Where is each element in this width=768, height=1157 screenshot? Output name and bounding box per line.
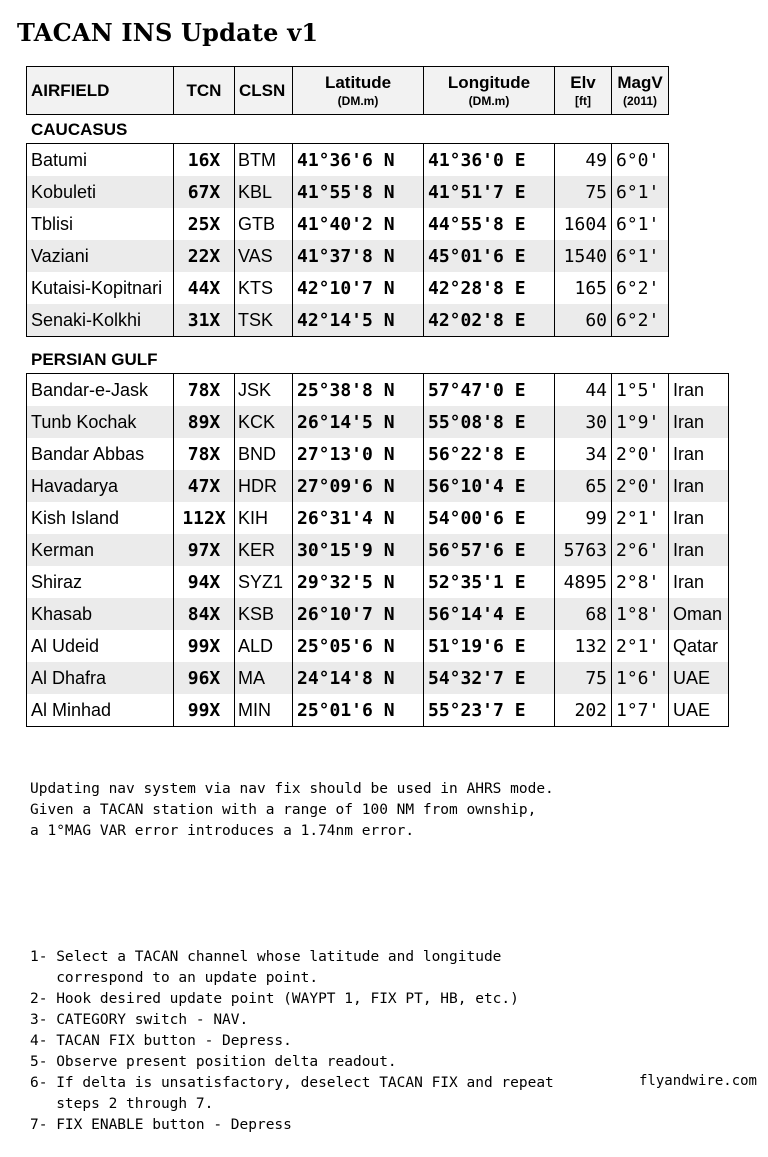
longitude: 54°00'6 E [424, 502, 555, 534]
header-magvar-label: MagV [617, 73, 663, 92]
page-title: TACAN INS Update v1 [17, 18, 319, 47]
elevation: 5763 [555, 534, 612, 566]
callsign: KCK [235, 406, 293, 438]
airfield-name: Shiraz [27, 566, 174, 598]
latitude: 42°14'5 N [293, 304, 424, 337]
mag-var: 2°0' [612, 470, 669, 502]
header-longitude [424, 67, 555, 115]
elevation: 1540 [555, 240, 612, 272]
airfield-name: Kish Island [27, 502, 174, 534]
airfield-name: Senaki-Kolkhi [27, 304, 174, 337]
footer-credit: flyandwire.com [638, 1073, 757, 1089]
elevation: 132 [555, 630, 612, 662]
header-longitude-label: Longitude [447, 73, 531, 92]
latitude: 24°14'8 N [293, 662, 424, 694]
tacan-channel: 94X [174, 566, 235, 598]
tacan-channel: 89X [174, 406, 235, 438]
callsign: GTB [235, 208, 293, 240]
elevation: 75 [555, 662, 612, 694]
mag-var: 6°2' [612, 304, 669, 337]
country: Iran [669, 566, 729, 598]
latitude: 41°55'8 N [293, 176, 424, 208]
airfield-name: Al Minhad [27, 694, 174, 727]
header-elevation-label: Elv [570, 73, 596, 92]
longitude: 51°19'6 E [424, 630, 555, 662]
airfield-name: Kutaisi-Kopitnari [27, 272, 174, 304]
callsign: HDR [235, 470, 293, 502]
step-line: 5- Observe present position delta readout. [30, 1054, 397, 1070]
table-row [27, 304, 669, 337]
step-line: 1- Select a TACAN channel whose latitude and longitude [30, 949, 502, 965]
mag-var: 6°2' [612, 272, 669, 304]
longitude: 52°35'1 E [424, 566, 555, 598]
table-row [27, 208, 669, 240]
callsign: KBL [235, 176, 293, 208]
table-row [27, 534, 729, 566]
country: Iran [669, 406, 729, 438]
tacan-channel: 16X [174, 144, 235, 177]
header-magvar-year: (2011) [622, 94, 658, 108]
tacan-channel: 25X [174, 208, 235, 240]
elevation: 99 [555, 502, 612, 534]
tacan-channel: 78X [174, 374, 235, 407]
country: UAE [669, 662, 729, 694]
mag-var: 2°0' [612, 438, 669, 470]
country: UAE [669, 694, 729, 727]
airfield-name: Khasab [27, 598, 174, 630]
latitude: 30°15'9 N [293, 534, 424, 566]
tacan-channel: 99X [174, 694, 235, 727]
mag-var: 6°1' [612, 240, 669, 272]
longitude: 42°02'8 E [424, 304, 555, 337]
airfield-name: Bandar Abbas [27, 438, 174, 470]
country: Oman [669, 598, 729, 630]
step-line: correspond to an update point. [30, 970, 319, 986]
callsign: BND [235, 438, 293, 470]
procedure-steps [30, 947, 554, 1136]
airfield-name: Tblisi [27, 208, 174, 240]
table-row [27, 176, 669, 208]
elevation: 165 [555, 272, 612, 304]
tacan-channel: 44X [174, 272, 235, 304]
airfield-name: Kobuleti [27, 176, 174, 208]
elevation: 44 [555, 374, 612, 407]
callsign: BTM [235, 144, 293, 177]
callsign: TSK [235, 304, 293, 337]
longitude: 56°10'4 E [424, 470, 555, 502]
latitude: 26°14'5 N [293, 406, 424, 438]
table-row [27, 406, 729, 438]
callsign: MIN [235, 694, 293, 727]
airfield-name: Tunb Kochak [27, 406, 174, 438]
intro-line: Updating nav system via nav fix should be used in AHRS mode. [30, 781, 554, 797]
callsign: MA [235, 662, 293, 694]
country: Iran [669, 534, 729, 566]
table-row [27, 240, 669, 272]
mag-var: 2°6' [612, 534, 669, 566]
country: Iran [669, 502, 729, 534]
mag-var: 2°8' [612, 566, 669, 598]
table-row [27, 630, 729, 662]
longitude: 56°22'8 E [424, 438, 555, 470]
tacan-channel: 99X [174, 630, 235, 662]
callsign: KIH [235, 502, 293, 534]
callsign: JSK [235, 374, 293, 407]
header-latitude [293, 67, 424, 115]
table-row [27, 144, 669, 177]
section-persian-gulf-title: PERSIAN GULF [31, 350, 158, 369]
table-row [27, 438, 729, 470]
table-row [27, 566, 729, 598]
elevation: 60 [555, 304, 612, 337]
callsign: KTS [235, 272, 293, 304]
mag-var: 1°6' [612, 662, 669, 694]
header-clsn: CLSN [235, 67, 293, 115]
tacan-channel: 47X [174, 470, 235, 502]
table-row [27, 694, 729, 727]
latitude: 25°38'8 N [293, 374, 424, 407]
instructions [30, 737, 554, 1157]
table-row [27, 374, 729, 407]
table-row [27, 470, 729, 502]
tacan-channel: 22X [174, 240, 235, 272]
callsign: VAS [235, 240, 293, 272]
step-line: 2- Hook desired update point (WAYPT 1, FIX PT, HB, etc.) [30, 991, 519, 1007]
longitude: 44°55'8 E [424, 208, 555, 240]
table-row [27, 272, 669, 304]
latitude: 27°09'6 N [293, 470, 424, 502]
mag-var: 1°8' [612, 598, 669, 630]
elevation: 75 [555, 176, 612, 208]
latitude: 41°40'2 N [293, 208, 424, 240]
table-row [27, 662, 729, 694]
longitude: 54°32'7 E [424, 662, 555, 694]
step-line: 3- CATEGORY switch - NAV. [30, 1012, 249, 1028]
callsign: KSB [235, 598, 293, 630]
step-line: 4- TACAN FIX button - Depress. [30, 1033, 292, 1049]
header-longitude-unit: (DM.m) [468, 94, 510, 108]
table-row [27, 598, 729, 630]
latitude: 25°01'6 N [293, 694, 424, 727]
elevation: 49 [555, 144, 612, 177]
elevation: 4895 [555, 566, 612, 598]
mag-var: 2°1' [612, 502, 669, 534]
caucasus-table [26, 143, 669, 337]
airfield-name: Kerman [27, 534, 174, 566]
longitude: 56°14'4 E [424, 598, 555, 630]
airfield-name: Vaziani [27, 240, 174, 272]
latitude: 41°36'6 N [293, 144, 424, 177]
longitude: 56°57'6 E [424, 534, 555, 566]
longitude: 45°01'6 E [424, 240, 555, 272]
header-elevation-unit: [ft] [575, 94, 591, 108]
tacan-channel: 96X [174, 662, 235, 694]
elevation: 202 [555, 694, 612, 727]
intro-text [30, 779, 554, 842]
latitude: 27°13'0 N [293, 438, 424, 470]
tacan-channel: 84X [174, 598, 235, 630]
latitude: 42°10'7 N [293, 272, 424, 304]
persian-gulf-table [26, 373, 729, 727]
tacan-channel: 97X [174, 534, 235, 566]
latitude: 25°05'6 N [293, 630, 424, 662]
mag-var: 6°1' [612, 176, 669, 208]
longitude: 41°36'0 E [424, 144, 555, 177]
longitude: 41°51'7 E [424, 176, 555, 208]
airfield-name: Batumi [27, 144, 174, 177]
elevation: 65 [555, 470, 612, 502]
column-header-table [26, 66, 669, 115]
table-row [27, 502, 729, 534]
elevation: 30 [555, 406, 612, 438]
airfield-name: Bandar-e-Jask [27, 374, 174, 407]
elevation: 68 [555, 598, 612, 630]
latitude: 41°37'8 N [293, 240, 424, 272]
airfield-name: Havadarya [27, 470, 174, 502]
country: Iran [669, 374, 729, 407]
longitude: 55°08'8 E [424, 406, 555, 438]
step-line: 6- If delta is unsatisfactory, deselect TACAN FIX and repeat [30, 1075, 554, 1091]
latitude: 29°32'5 N [293, 566, 424, 598]
section-caucasus-title: CAUCASUS [31, 120, 128, 139]
header-latitude-label: Latitude [324, 73, 392, 92]
elevation: 34 [555, 438, 612, 470]
mag-var: 1°7' [612, 694, 669, 727]
step-line: steps 2 through 7. [30, 1096, 214, 1112]
airfield-name: Al Udeid [27, 630, 174, 662]
tacan-channel: 112X [174, 502, 235, 534]
mag-var: 1°9' [612, 406, 669, 438]
longitude: 55°23'7 E [424, 694, 555, 727]
latitude: 26°31'4 N [293, 502, 424, 534]
mag-var: 1°5' [612, 374, 669, 407]
intro-line: Given a TACAN station with a range of 100 NM from ownship, [30, 802, 537, 818]
step-line: 7- FIX ENABLE button - Depress [30, 1117, 292, 1133]
mag-var: 2°1' [612, 630, 669, 662]
callsign: ALD [235, 630, 293, 662]
tacan-channel: 67X [174, 176, 235, 208]
country: Iran [669, 470, 729, 502]
callsign: SYZ1 [235, 566, 293, 598]
mag-var: 6°1' [612, 208, 669, 240]
longitude: 57°47'0 E [424, 374, 555, 407]
callsign: KER [235, 534, 293, 566]
header-airfield: AIRFIELD [27, 67, 174, 115]
airfield-name: Al Dhafra [27, 662, 174, 694]
tacan-channel: 31X [174, 304, 235, 337]
header-magvar [612, 67, 669, 115]
country: Qatar [669, 630, 729, 662]
mag-var: 6°0' [612, 144, 669, 177]
intro-line: a 1°MAG VAR error introduces a 1.74nm error. [30, 823, 415, 839]
header-elevation [555, 67, 612, 115]
longitude: 42°28'8 E [424, 272, 555, 304]
header-tcn: TCN [174, 67, 235, 115]
tacan-channel: 78X [174, 438, 235, 470]
country: Iran [669, 438, 729, 470]
header-latitude-unit: (DM.m) [337, 94, 379, 108]
latitude: 26°10'7 N [293, 598, 424, 630]
elevation: 1604 [555, 208, 612, 240]
